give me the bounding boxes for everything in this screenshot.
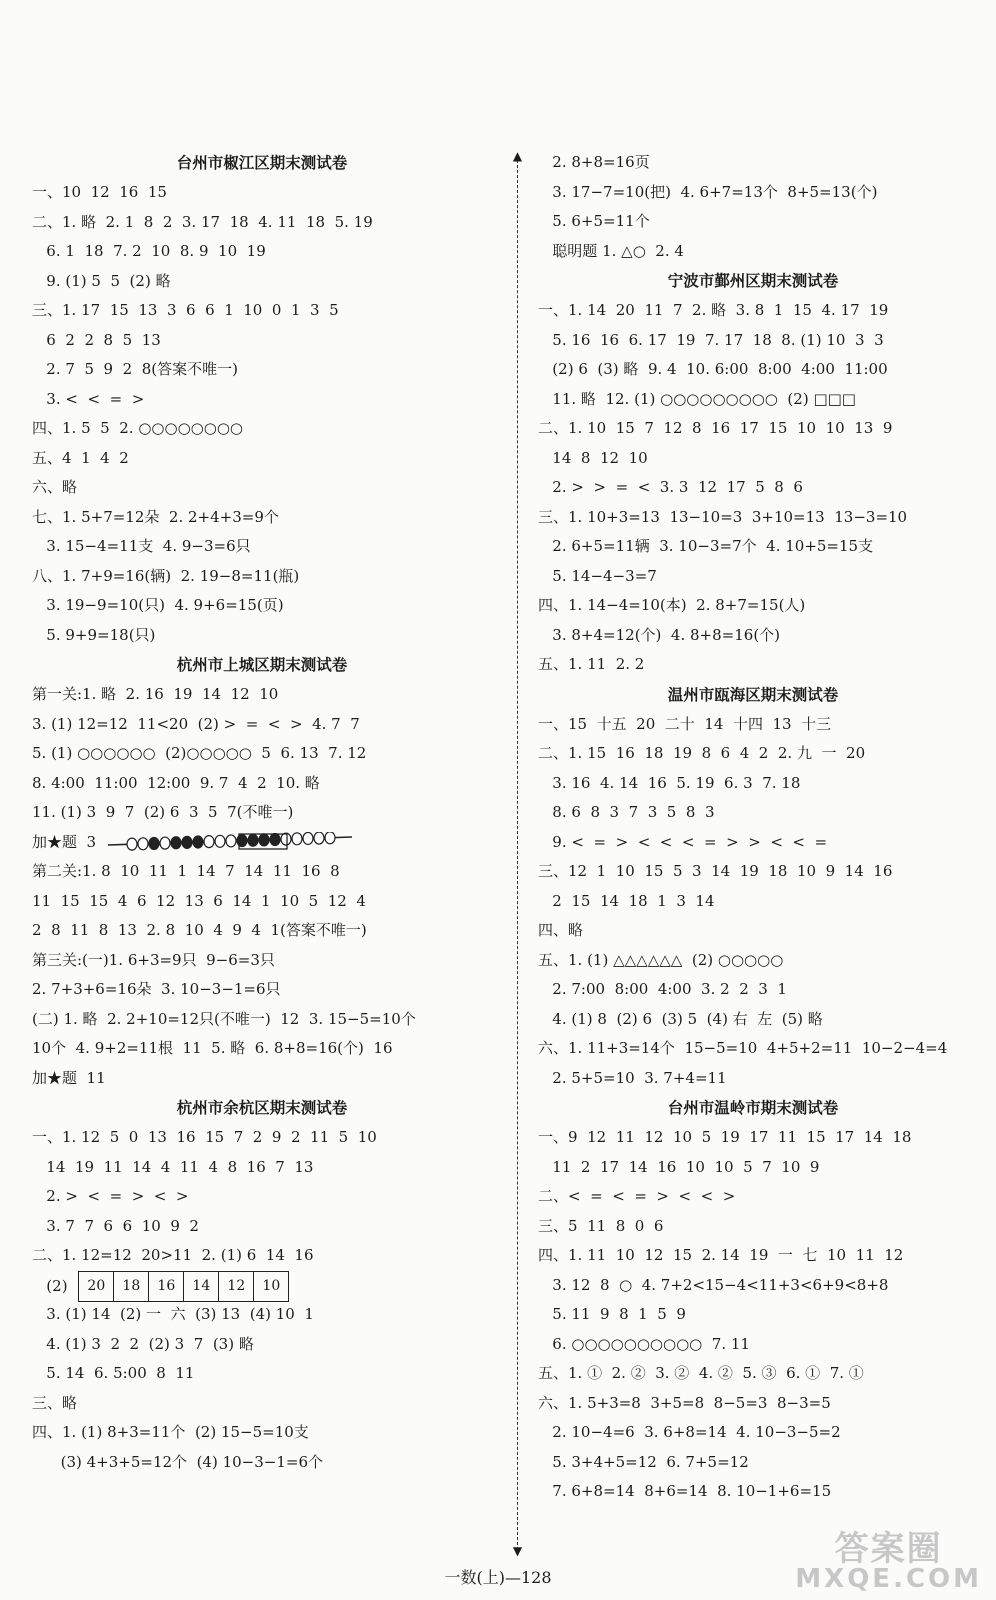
answer-line: 2. 10−4=6 3. 6+8=14 4. 10−3−5=2 xyxy=(538,1423,841,1441)
answer-line: 5. 14 6. 5:00 8 11 xyxy=(32,1364,195,1382)
answer-line: 第三关:(一)1. 6+3=9只 9−6=3只 xyxy=(32,950,275,969)
section-title: 杭州市余杭区期末测试卷 xyxy=(176,1099,348,1117)
number-cell: 14 xyxy=(184,1271,219,1302)
abacus-bead xyxy=(270,833,280,845)
answer-line: 2. 6+5=11辆 3. 10−3=7个 4. 10+5=15支 xyxy=(538,537,874,555)
abacus-bead xyxy=(204,835,214,847)
answer-line: 9. < = > < < < = > > < < = xyxy=(538,832,828,851)
answer-line: 5. 11 9 8 1 5 9 xyxy=(538,1305,686,1323)
right-column xyxy=(538,148,968,1507)
answer-line: 11 2 17 14 16 10 10 5 7 10 9 xyxy=(538,1157,820,1176)
answer-line: 一、10 12 16 15 xyxy=(32,183,167,201)
answer-line: 一、1. 12 5 0 13 16 15 7 2 9 2 11 5 10 xyxy=(32,1128,377,1146)
number-cell: 16 xyxy=(149,1271,184,1302)
section-title: 温州市瓯海区期末测试卷 xyxy=(667,685,839,704)
answer-line: 聪明题 1. △○ 2. 4 xyxy=(538,241,684,260)
answer-line: 8. 4:00 11:00 12:00 9. 7 4 2 10. 略 xyxy=(32,773,320,792)
answer-line: 二、< = < = > < < > xyxy=(538,1187,736,1205)
answer-line: 2. 7+3+6=16朵 3. 10−3−1=6只 xyxy=(32,980,281,998)
answer-line: 三、略 xyxy=(32,1393,78,1412)
answer-line: 5. 3+4+5=12 6. 7+5=12 xyxy=(538,1452,749,1471)
answer-line: 5. 6+5=11个 xyxy=(538,212,650,230)
answer-line: 5. 16 16 6. 17 19 7. 17 18 8. (1) 10 3 3 xyxy=(538,330,884,349)
answer-line: 3. (1) 14 (2) 一 六 (3) 13 (4) 10 1 xyxy=(32,1305,314,1323)
answer-line: 10个 4. 9+2=11根 11 5. 略 6. 8+8=16(个) 16 xyxy=(32,1039,393,1057)
answer-line: 4. (1) 3 2 2 (2) 3 7 (3) 略 xyxy=(32,1334,254,1353)
answer-line: 五、4 1 4 2 xyxy=(32,448,129,467)
watermark-bottom: MXQE.COM xyxy=(795,1564,982,1594)
abacus-bead xyxy=(127,838,137,850)
abacus-bead xyxy=(303,832,313,844)
answer-line: 3. (1) 12=12 11<20 (2) > = < > 4. 7 7 xyxy=(32,714,360,733)
answer-line: 五、1. 11 2. 2 xyxy=(538,655,645,673)
abacus-bead xyxy=(193,836,203,848)
answer-line: 3. 17−7=10(把) 4. 6+7=13个 8+5=13(个) xyxy=(538,182,878,201)
answer-line: 五、1. ① 2. ② 3. ② 4. ② 5. ③ 6. ① 7. ① xyxy=(538,1364,864,1382)
answer-line: 7. 6+8=14 8+6=14 8. 10−1+6=15 xyxy=(538,1482,832,1500)
answer-line: 六、1. 11+3=14个 15−5=10 4+5+2=11 10−2−4=4 xyxy=(538,1039,948,1057)
answer-line: 三、1. 17 15 13 3 6 6 1 10 0 1 3 5 xyxy=(32,301,339,319)
section-title: 杭州市上城区期末测试卷 xyxy=(176,656,348,674)
answer-line: 第二关:1. 8 10 11 1 14 7 14 11 16 8 xyxy=(32,862,340,880)
number-cell: 20 xyxy=(79,1271,114,1302)
answer-line: 5. 14−4−3=7 xyxy=(538,566,657,585)
abacus-bead xyxy=(171,836,181,848)
number-cell: 12 xyxy=(219,1271,254,1302)
divider-arrow-bottom: ▼ xyxy=(512,1544,523,1558)
divider-arrow-top: ▲ xyxy=(512,149,523,163)
answer-line: 14 8 12 10 xyxy=(538,448,648,467)
answer-line: 2. 8+8=16页 xyxy=(538,153,650,171)
answer-line: 六、略 xyxy=(32,478,78,496)
answer-line: 4. (1) 8 (2) 6 (3) 5 (4) 右 左 (5) 略 xyxy=(538,1009,823,1028)
answer-line: 2 15 14 18 1 3 14 xyxy=(538,891,715,910)
answer-line-label: (2) xyxy=(32,1276,73,1295)
answer-line: (3) 4+3+5=12个 (4) 10−3−1=6个 xyxy=(32,1452,324,1471)
abacus-bead xyxy=(314,832,324,844)
answer-line: 七、1. 5+7=12朵 2. 2+4+3=9个 xyxy=(32,507,279,526)
abacus-bead xyxy=(160,837,170,849)
number-cell: 18 xyxy=(114,1271,149,1302)
abacus-bead xyxy=(182,836,192,848)
number-table xyxy=(78,1271,289,1303)
watermark xyxy=(795,1529,982,1594)
answer-line: 四、1. 5 5 2. ○○○○○○○○ xyxy=(32,419,244,437)
answer-line: 三、1. 10+3=13 13−10=3 3+10=13 13−3=10 xyxy=(538,507,908,526)
answer-line-label: 加★题 3 xyxy=(32,832,106,851)
answer-line: 2. 7:00 8:00 4:00 3. 2 2 3 1 xyxy=(538,980,787,998)
watermark-top: 答案圈 xyxy=(834,1529,943,1569)
answer-line: 11. 略 12. (1) ○○○○○○○○○ (2) □□□ xyxy=(538,389,856,408)
answer-line: 6 2 2 8 5 13 xyxy=(32,330,161,349)
answer-line: 一、15 十五 20 二十 14 十四 13 十三 xyxy=(538,714,832,733)
abacus-bead xyxy=(259,833,269,845)
page-footer: 一数(上)—128 xyxy=(444,1568,552,1587)
answer-line: 3. 12 8 ○ 4. 7+2<15−4<11+3<6+9<8+8 xyxy=(538,1275,889,1294)
answer-line: 八、1. 7+9=16(辆) 2. 19−8=11(瓶) xyxy=(32,566,300,585)
answer-line-bonus xyxy=(32,828,492,858)
number-cell: 10 xyxy=(254,1271,289,1302)
answer-line: 14 19 11 14 4 11 4 8 16 7 13 xyxy=(32,1157,314,1176)
section-title: 台州市温岭市期末测试卷 xyxy=(667,1099,839,1117)
answer-line: 3. < < = > xyxy=(32,389,145,408)
answer-line: 6. ○○○○○○○○○○ 7. 11 xyxy=(538,1334,750,1353)
answer-line: 3. 16 4. 14 16 5. 19 6. 3 7. 18 xyxy=(538,773,801,792)
answer-line: 加★题 11 xyxy=(32,1068,106,1087)
section-title: 台州市椒江区期末测试卷 xyxy=(176,154,348,172)
answer-line: 3. 15−4=11支 4. 9−3=6只 xyxy=(32,537,251,555)
answer-line: 3. 7 7 6 6 10 9 2 xyxy=(32,1216,199,1235)
answer-line: 三、12 1 10 15 5 3 14 19 18 10 9 14 16 xyxy=(538,862,893,880)
abacus-bead xyxy=(215,835,225,847)
abacus-beads-figure xyxy=(106,832,356,854)
abacus-bead xyxy=(325,832,335,844)
answer-line: 四、1. (1) 8+3=11个 (2) 15−5=10支 xyxy=(32,1423,309,1441)
answer-line: 二、1. 10 15 7 12 8 16 17 15 10 10 13 9 xyxy=(538,419,893,437)
answer-line: 第一关:1. 略 2. 16 19 14 12 10 xyxy=(32,685,279,703)
abacus-bead xyxy=(226,834,236,846)
answer-line: 六、1. 5+3=8 3+5=8 8−5=3 8−3=5 xyxy=(538,1393,831,1412)
answer-line: 5. (1) ○○○○○○ (2)○○○○○ 5 6. 13 7. 12 xyxy=(32,744,367,762)
answer-line: 2. 5+5=10 3. 7+4=11 xyxy=(538,1068,727,1087)
answer-line: 五、1. (1) △△△△△△ (2) ○○○○○ xyxy=(538,950,784,969)
answer-line: (2) 6 (3) 略 9. 4 10. 6:00 8:00 4:00 11:00 xyxy=(538,360,888,378)
answer-line: 3. 19−9=10(只) 4. 9+6=15(页) xyxy=(32,596,284,614)
answer-line: 5. 9+9=18(只) xyxy=(32,625,156,644)
abacus-bead xyxy=(292,832,302,844)
answer-line-table xyxy=(32,1271,492,1301)
answer-line: 3. 8+4=12(个) 4. 8+8=16(个) xyxy=(538,625,781,644)
answer-line: (二) 1. 略 2. 2+10=12只(不唯一) 12 3. 15−5=10个 xyxy=(32,1009,416,1028)
abacus-bead xyxy=(149,837,159,849)
answer-line: 三、5 11 8 0 6 xyxy=(538,1216,664,1235)
abacus-bead xyxy=(248,834,258,846)
answer-line: 四、略 xyxy=(538,921,584,939)
answer-line: 11 15 15 4 6 12 13 6 14 1 10 5 12 4 xyxy=(32,891,366,910)
answer-line: 2. > < = > < > xyxy=(32,1187,189,1205)
answer-line: 一、9 12 11 12 10 5 19 17 11 15 17 14 18 xyxy=(538,1128,912,1146)
column-divider xyxy=(517,155,518,1550)
answer-line: 一、1. 14 20 11 7 2. 略 3. 8 1 15 4. 17 19 xyxy=(538,301,889,319)
answer-line: 8. 6 8 3 7 3 5 8 3 xyxy=(538,803,715,821)
answer-line: 四、1. 14−4=10(本) 2. 8+7=15(人) xyxy=(538,596,806,614)
answer-line: 2. > > = < 3. 3 12 17 5 8 6 xyxy=(538,478,803,496)
left-column xyxy=(32,148,492,1477)
answer-line: 6. 1 18 7. 2 10 8. 9 10 19 xyxy=(32,242,266,260)
abacus-bead xyxy=(138,837,148,849)
section-title: 宁波市鄞州区期末测试卷 xyxy=(667,272,839,290)
answer-line: 二、1. 略 2. 1 8 2 3. 17 18 4. 11 18 5. 19 xyxy=(32,212,373,231)
abacus-bead xyxy=(281,833,291,845)
answer-line: 2 8 11 8 13 2. 8 10 4 9 4 1(答案不唯一) xyxy=(32,921,367,939)
answer-line: 二、1. 12=12 20>11 2. (1) 6 14 16 xyxy=(32,1246,314,1264)
answer-line: 四、1. 11 10 12 15 2. 14 19 一 七 10 11 12 xyxy=(538,1246,904,1264)
answer-line: 11. (1) 3 9 7 (2) 6 3 5 7(不唯一) xyxy=(32,803,294,821)
answer-line: 二、1. 15 16 18 19 8 6 4 2 2. 九 一 20 xyxy=(538,744,866,762)
answer-line: 2. 7 5 9 2 8(答案不唯一) xyxy=(32,360,238,378)
answer-line: 9. (1) 5 5 (2) 略 xyxy=(32,271,171,290)
